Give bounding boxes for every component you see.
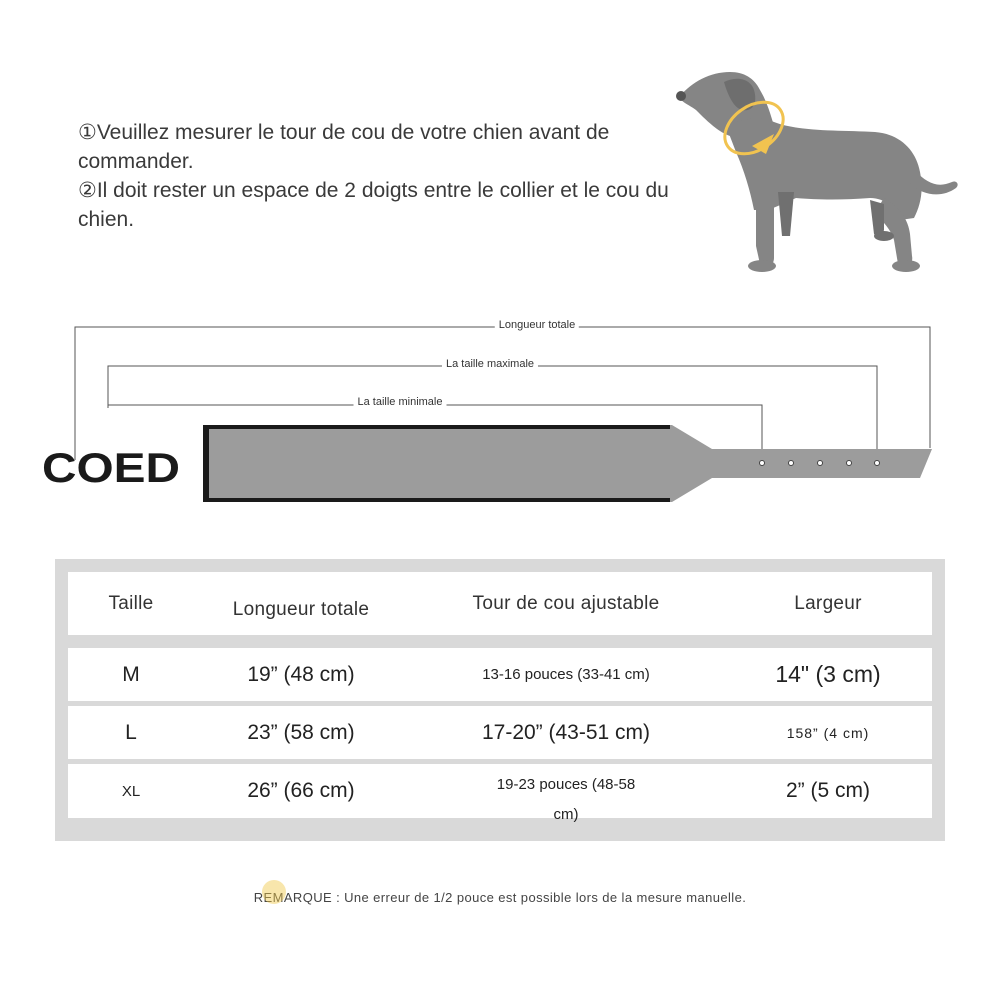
dog-silhouette-icon <box>676 72 958 272</box>
cell-width: 14" (3 cm) <box>775 661 881 687</box>
cell-width: 2” (5 cm) <box>786 779 870 802</box>
cursor-highlight <box>262 880 286 904</box>
strap-end <box>203 426 209 502</box>
strap-hole <box>789 461 794 466</box>
collar-strap <box>203 425 932 502</box>
instructions <box>78 118 678 234</box>
header-width: Largeur <box>794 592 862 614</box>
cell-width: 158” (4 cm) <box>786 724 870 741</box>
table-row <box>68 706 932 759</box>
cell-size: L <box>125 720 137 744</box>
instruction-1: ①Veuillez mesurer le tour de cou de votre chien avant de commander. <box>78 121 610 173</box>
cell-size: M <box>122 662 140 686</box>
cell-size: XL <box>121 782 141 800</box>
dog-illustration <box>670 60 960 280</box>
cell-neck: 13-16 pouces (33-41 cm) <box>482 666 650 683</box>
strap-hole <box>875 461 880 466</box>
brand-logo <box>40 446 185 490</box>
instruction-2: ②Il doit rester un espace de 2 doigts entre le collier et le cou du chien. <box>78 179 669 231</box>
cell-length: 23” (58 cm) <box>247 720 355 744</box>
total-length-label: Longueur totale <box>495 319 579 331</box>
brand-logo-text: COED <box>42 446 180 490</box>
cell-length: 19” (48 cm) <box>247 662 355 686</box>
table-header-row <box>68 572 932 635</box>
table-row <box>68 764 932 823</box>
min-size-label: La taille minimale <box>354 396 447 408</box>
strap-hole <box>760 461 765 466</box>
header-total-length: Longueur totale <box>232 598 370 620</box>
header-neck: Tour de cou ajustable <box>472 592 660 614</box>
measurement-note: REMARQUE : Une erreur de 1/2 pouce est possible lors de la mesure manuelle. <box>253 890 747 905</box>
table-row <box>68 648 932 701</box>
cell-length: 26” (66 cm) <box>247 779 355 802</box>
strap-hole <box>847 461 852 466</box>
strap-hole <box>818 461 823 466</box>
size-table <box>55 559 945 841</box>
header-size: Taille <box>108 592 154 614</box>
max-size-label: La taille maximale <box>442 358 538 370</box>
cell-neck: 17-20” (43-51 cm) <box>481 720 651 744</box>
cell-neck: 19-23 pouces (48-58 cm) <box>496 776 636 823</box>
